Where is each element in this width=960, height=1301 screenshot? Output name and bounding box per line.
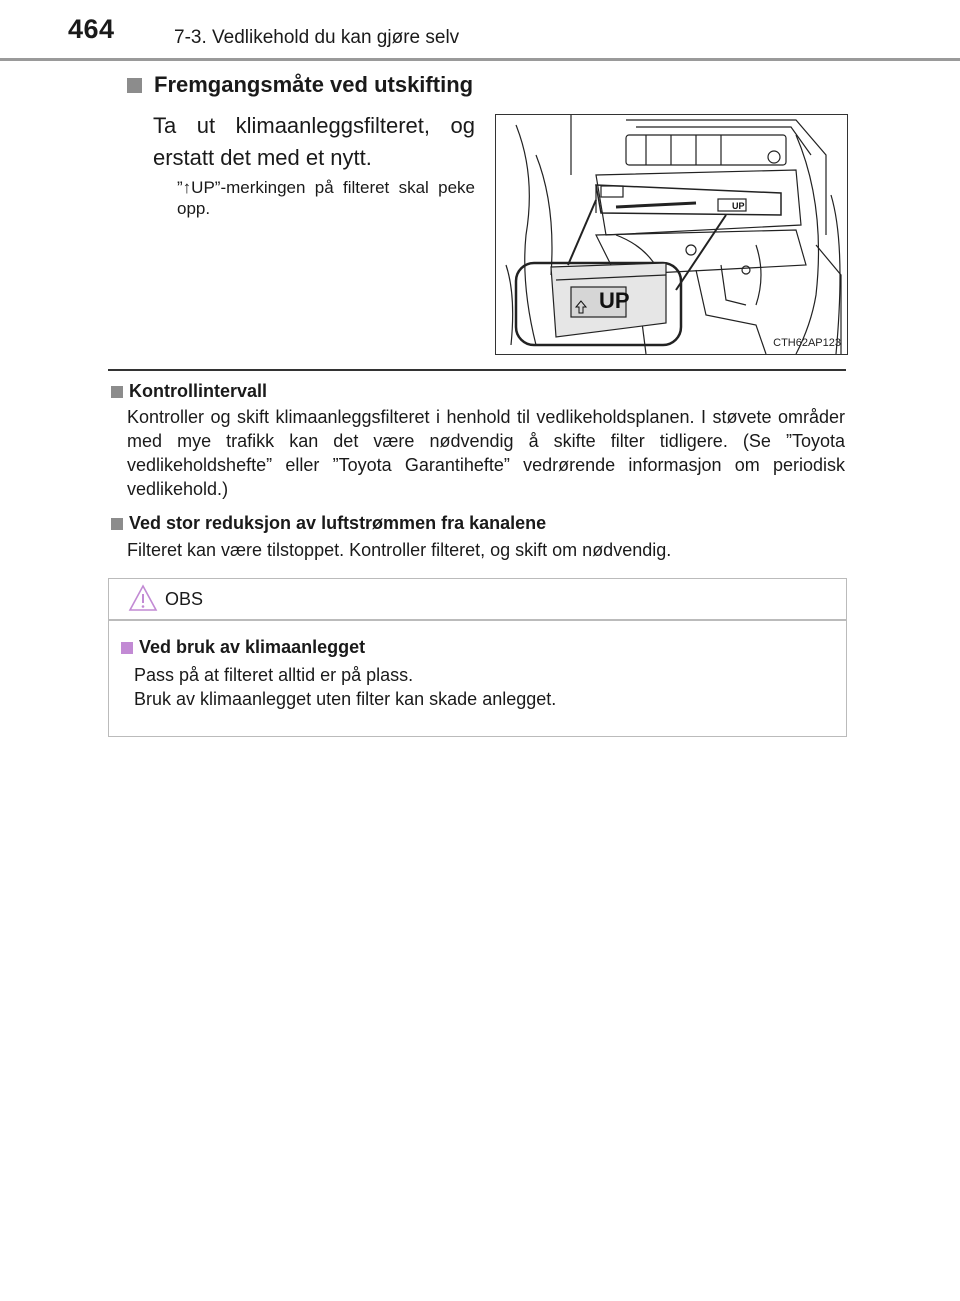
figure-code: CTH62AP123 bbox=[773, 337, 841, 349]
section-title: Fremgangsmåte ved utskifting bbox=[154, 72, 474, 97]
chapter-title: 7-3. Vedlikehold du kan gjøre selv bbox=[174, 27, 460, 48]
square-bullet-icon bbox=[111, 518, 123, 530]
header-rule bbox=[0, 58, 960, 61]
notice-label: OBS bbox=[165, 589, 204, 609]
square-bullet-icon bbox=[127, 78, 142, 93]
item-text-2: Filteret kan være tilstoppet. Kontroller filteret, og skift om nødvendig. bbox=[127, 540, 672, 560]
item-title-1: Kontrollintervall bbox=[129, 381, 268, 401]
square-bullet-icon bbox=[121, 642, 133, 654]
up-label-small: UP bbox=[732, 201, 745, 211]
notice-divider bbox=[109, 619, 846, 621]
notice-title: Ved bruk av klimaanlegget bbox=[139, 637, 366, 657]
filter-drawing bbox=[496, 115, 847, 354]
item-heading-2 bbox=[111, 513, 546, 534]
item-heading-1 bbox=[111, 381, 267, 402]
notice-line-1: Pass på at filteret alltid er på plass. bbox=[134, 665, 414, 685]
page-number: 464 bbox=[68, 14, 115, 44]
filter-illustration bbox=[495, 114, 848, 355]
notice-box bbox=[108, 578, 847, 737]
item-text-1: Kontroller og skift klimaanleggsfilteret i henhold til vedlikeholdsplanen. I støvete områder med mye trafikk kan det være nødvendig å skifte filter tidligere. (Se ”Toyota vedlikeholdshefte” eller ”Toyota Garantihefte” vedrørende informasjon om periodisk vedlikehold.) bbox=[127, 407, 845, 499]
square-bullet-icon bbox=[111, 386, 123, 398]
instruction-note: ”↑UP”-merkingen på filteret skal peke opp. bbox=[177, 178, 475, 218]
instruction-text: Ta ut klimaanleggsfilteret, og erstatt det med et nytt. bbox=[153, 113, 475, 170]
notice-heading bbox=[121, 637, 365, 658]
warning-icon bbox=[128, 584, 158, 612]
item-title-2: Ved stor reduksjon av luftstrømmen fra kanalene bbox=[129, 513, 547, 533]
section-heading bbox=[127, 72, 473, 98]
section-divider bbox=[108, 369, 846, 371]
notice-line-2: Bruk av klimaanlegget uten filter kan skade anlegget. bbox=[134, 689, 557, 709]
up-label-large: UP bbox=[599, 288, 630, 313]
